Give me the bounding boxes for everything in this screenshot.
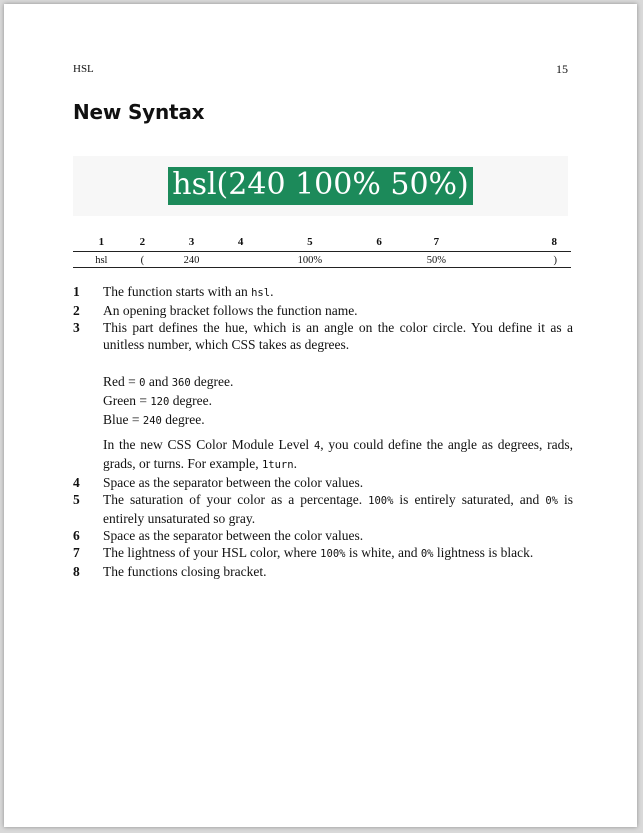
section-heading: New Syntax xyxy=(73,100,205,124)
table-cell: ( xyxy=(140,254,145,266)
item-number: 2 xyxy=(73,303,80,318)
table-cell: ) xyxy=(553,254,557,266)
syntax-breakdown-table xyxy=(73,235,571,268)
list-item xyxy=(73,283,573,302)
hue-blue-line: Blue = 240 degree. xyxy=(103,412,205,427)
list-item xyxy=(73,319,573,353)
explanation-list xyxy=(73,283,573,580)
table-header: 4 xyxy=(228,235,253,252)
table-header: 1 xyxy=(73,235,130,252)
list-item xyxy=(73,563,573,580)
item-number: 8 xyxy=(73,564,80,579)
table-row xyxy=(73,252,571,268)
table-cell: 100% xyxy=(297,254,323,266)
item-number: 7 xyxy=(73,545,80,560)
hue-red-line: Red = 0 and 360 degree. xyxy=(103,374,234,389)
list-item xyxy=(73,302,573,319)
table-cell: 50% xyxy=(426,254,446,266)
table-cell xyxy=(228,252,253,268)
table-cell: 240 xyxy=(183,254,200,266)
code-example: hsl(240 100% 50%) xyxy=(168,167,473,205)
item-text: An opening bracket follows the function name. xyxy=(103,303,358,318)
list-item xyxy=(73,491,573,527)
item-number: 1 xyxy=(73,284,80,299)
item-number: 6 xyxy=(73,528,80,543)
hue-values xyxy=(103,373,573,430)
table-header: 7 xyxy=(392,235,481,252)
document-page xyxy=(4,4,637,827)
item-text: The lightness of your HSL color, where 100% is white, and 0% lightness is black. xyxy=(103,545,534,560)
item-number: 3 xyxy=(73,320,80,335)
item-number: 5 xyxy=(73,492,80,507)
table-header: 6 xyxy=(366,235,391,252)
running-head: HSL xyxy=(73,63,94,75)
item-text: The function starts with an hsl. xyxy=(103,284,274,299)
table-header: 3 xyxy=(155,235,228,252)
table-header: 5 xyxy=(253,235,366,252)
hue-green-line: Green = 120 degree. xyxy=(103,393,213,408)
item-text: The functions closing bracket. xyxy=(103,564,267,579)
table-cell xyxy=(366,252,391,268)
item-number: 4 xyxy=(73,475,80,490)
table-header: 8 xyxy=(481,235,571,252)
item-text: Space as the separator between the color values. xyxy=(103,528,364,543)
table-cell: hsl xyxy=(95,254,108,266)
table-header-row xyxy=(73,235,571,252)
page-number: 15 xyxy=(556,62,568,76)
list-item xyxy=(73,544,573,563)
code-example-box xyxy=(73,156,568,216)
table-header: 2 xyxy=(130,235,155,252)
list-item xyxy=(73,474,573,491)
item-text: The saturation of your color as a percentage. 100% is entirely saturated, and 0% is entirely unsaturated so gray. xyxy=(103,492,573,526)
item-text: Space as the separator between the color values. xyxy=(103,475,364,490)
angle-units-paragraph: In the new CSS Color Module Level 4, you could define the angle as degrees, rads, grads, or turns. For example, 1turn. xyxy=(103,437,573,471)
list-item xyxy=(73,527,573,544)
item-text: This part defines the hue, which is an angle on the color circle. You define it as a unitless number, which CSS takes as degrees. xyxy=(103,320,573,352)
